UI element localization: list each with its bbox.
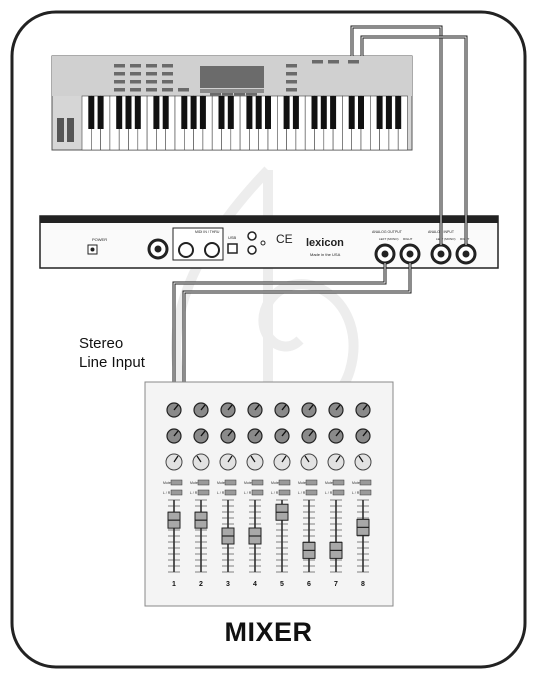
mute-label: Mute [217,481,225,485]
keyboard-button [328,60,339,64]
in-right-jack-center [463,251,470,258]
ce-mark: CE [276,232,293,246]
stereo-line-input-label: Stereo Line Input [79,335,145,371]
lr-label: L / R [271,491,279,495]
lr-label: L / R [163,491,171,495]
black-key [395,96,401,129]
mute-label: Mute [271,481,279,485]
lr-button[interactable] [252,490,263,495]
black-key [88,96,94,129]
brand-logo: lexicon [306,237,344,249]
out-left-jack-center [382,251,389,258]
midi-in-port [179,243,193,257]
black-key [349,96,355,129]
keyboard-button [146,88,157,92]
channel-number: 5 [280,581,284,588]
mute-button[interactable] [225,480,236,485]
lr-button[interactable] [360,490,371,495]
black-key [126,96,132,129]
mixer-title: MIXER [224,617,313,647]
channel-number: 1 [172,581,176,588]
keyboard-button [178,88,189,92]
rear-panel-body [40,216,498,268]
lr-label: L / R [217,491,225,495]
lr-label: L / R [244,491,252,495]
audio-interface-rear [40,216,498,268]
mute-label: Mute [325,481,333,485]
analog-out-label: ANALOG OUTPUT [372,230,402,234]
black-key [312,96,318,129]
mute-label: Mute [244,481,252,485]
mute-button[interactable] [360,480,371,485]
keyboard-button [286,72,297,76]
black-key [293,96,299,129]
lr-button[interactable] [333,490,344,495]
out-left-label: LEFT (MONO) [379,237,399,241]
black-key [135,96,141,129]
keyboard-button [162,64,173,68]
mute-button[interactable] [306,480,317,485]
channel-number: 3 [226,581,230,588]
rear-panel-top-strip [40,216,498,223]
lr-label: L / R [190,491,198,495]
black-key [181,96,187,129]
keyboard-button [130,72,141,76]
usb-port [228,244,237,253]
keyboard-button [162,88,173,92]
keyboard-button [130,64,141,68]
black-key [153,96,159,129]
keyboard-button [130,80,141,84]
lr-button[interactable] [225,490,236,495]
power-jack-hole [91,248,95,252]
small-knob-2 [248,246,256,254]
keyboard-button [312,60,323,64]
lr-button[interactable] [198,490,209,495]
keyboard-button [114,64,125,68]
phones-jack-center [155,246,162,253]
keyboard-button [130,88,141,92]
keyboard-display [200,66,264,88]
midi-label: MIDI IN / THRU [195,230,220,234]
out-right-label: RIGHT [403,237,413,241]
black-key [191,96,197,129]
black-key [377,96,383,129]
mute-button[interactable] [279,480,290,485]
black-key [116,96,122,129]
keyboard-button [114,88,125,92]
keyboard-button [286,64,297,68]
mixer [145,382,393,606]
black-key [284,96,290,129]
analog-in-label: ANALOG INPUT [428,230,455,234]
lr-label: L / R [298,491,306,495]
mute-button[interactable] [171,480,182,485]
black-key [163,96,169,129]
small-knob-1 [248,232,256,240]
channel-number: 2 [199,581,203,588]
mute-button[interactable] [198,480,209,485]
channel-number: 7 [334,581,338,588]
keyboard-button [348,60,359,64]
in-left-label: LEFT (MONO) [436,237,456,241]
small-dot [261,241,265,245]
usb-label: USB [228,235,237,240]
mute-button[interactable] [252,480,263,485]
black-key [219,96,225,129]
mute-label: Mute [190,481,198,485]
mute-button[interactable] [333,480,344,485]
keyboard-button [114,80,125,84]
pitch-wheel [57,118,64,142]
lr-label: L / R [352,491,360,495]
keyboard-button [162,72,173,76]
power-label: POWER [92,237,108,242]
keyboard-display-strip [200,89,264,93]
keyboard-button [146,64,157,68]
mute-label: Mute [163,481,171,485]
lr-button[interactable] [306,490,317,495]
keyboard [52,56,412,150]
out-right-jack-center [407,251,414,258]
made-in-label: Made in the USA [310,252,341,257]
black-key [265,96,271,129]
black-key [228,96,234,129]
black-key [98,96,104,129]
in-left-jack-center [438,251,445,258]
keyboard-button [146,80,157,84]
black-key [200,96,206,129]
lr-label: L / R [325,491,333,495]
midi-thru-port [205,243,219,257]
black-key [386,96,392,129]
mute-label: Mute [352,481,360,485]
keyboard-button [146,72,157,76]
mute-label: Mute [298,481,306,485]
in-right-label: RIGHT [460,237,470,241]
keyboard-button [114,72,125,76]
mod-wheel [67,118,74,142]
black-key [256,96,262,129]
keyboard-button [286,88,297,92]
keyboard-button [286,80,297,84]
black-key [330,96,336,129]
channel-number: 8 [361,581,365,588]
black-key [321,96,327,129]
channel-number: 6 [307,581,311,588]
keyboard-button [162,80,173,84]
lr-button[interactable] [279,490,290,495]
black-key [246,96,252,129]
channel-number: 4 [253,581,257,588]
black-key [358,96,364,129]
lr-button[interactable] [171,490,182,495]
